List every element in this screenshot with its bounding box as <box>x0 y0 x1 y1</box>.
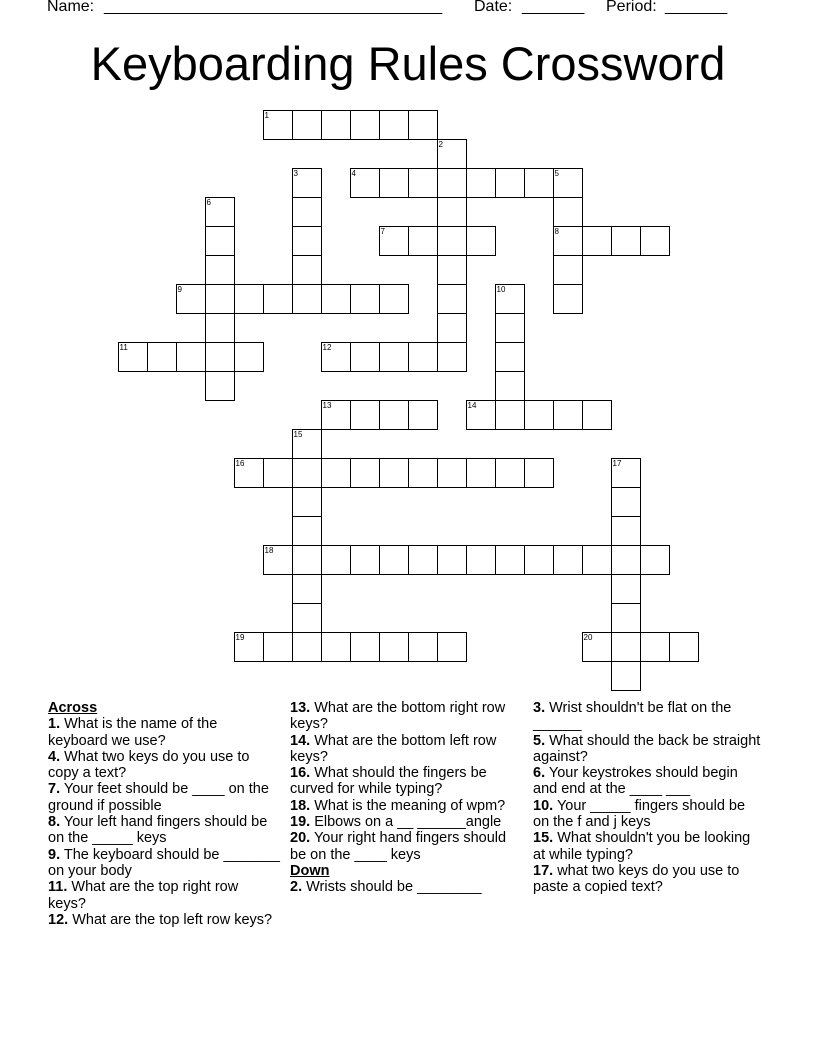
crossword-cell[interactable] <box>176 342 206 372</box>
crossword-cell[interactable] <box>553 284 583 314</box>
crossword-cell[interactable] <box>495 284 525 314</box>
clue-number-12: 12 <box>322 343 332 352</box>
crossword-cell[interactable] <box>292 429 322 459</box>
student-info-header <box>0 0 816 20</box>
crossword-cell[interactable] <box>379 400 409 430</box>
clue-across-19: 19. Elbows on a __ ______angle <box>290 814 502 831</box>
crossword-cell[interactable] <box>611 574 641 604</box>
crossword-cell[interactable] <box>350 284 380 314</box>
crossword-cell[interactable] <box>408 226 438 256</box>
clue-down-17: 17. what two keys do you use to paste a copied text? <box>533 862 740 896</box>
crossword-cell[interactable] <box>524 458 554 488</box>
crossword-cell[interactable] <box>408 400 438 430</box>
crossword-cell[interactable] <box>321 458 351 488</box>
crossword-cell[interactable] <box>611 516 641 546</box>
crossword-cell[interactable] <box>611 661 641 691</box>
crossword-cell[interactable] <box>495 371 525 401</box>
crossword-cell[interactable] <box>292 603 322 633</box>
crossword-cell[interactable] <box>408 342 438 372</box>
crossword-cell[interactable] <box>495 458 525 488</box>
crossword-cell[interactable] <box>495 545 525 575</box>
crossword-cell[interactable] <box>263 632 293 662</box>
clue-number-20: 20 <box>583 633 593 642</box>
date-label: Date: <box>474 0 513 15</box>
crossword-cell[interactable] <box>205 197 235 227</box>
crossword-cell[interactable] <box>118 342 148 372</box>
clue-number-15: 15 <box>293 430 303 439</box>
crossword-cell[interactable] <box>379 226 409 256</box>
crossword-cell[interactable] <box>292 487 322 517</box>
crossword-cell[interactable] <box>437 139 467 169</box>
clues-column-2 <box>290 700 522 896</box>
down-heading: Down <box>290 862 330 879</box>
crossword-cell[interactable] <box>205 255 235 285</box>
across-heading: Across <box>48 700 98 716</box>
crossword-cell[interactable] <box>582 545 612 575</box>
crossword-cell[interactable] <box>292 632 322 662</box>
clue-across-18: 18. What is the meaning of wpm? <box>290 797 506 814</box>
crossword-cell[interactable] <box>669 632 699 662</box>
clue-down-3: 3. Wrist shouldn't be flat on the ______ <box>533 700 732 733</box>
crossword-cell[interactable] <box>524 545 554 575</box>
crossword-cell[interactable] <box>234 632 264 662</box>
crossword-cell[interactable] <box>611 226 641 256</box>
crossword-cell[interactable] <box>524 168 554 198</box>
clue-down-2: 2. Wrists should be ________ <box>290 879 482 896</box>
crossword-cell[interactable] <box>379 545 409 575</box>
date-blank[interactable]: _______ <box>522 0 585 15</box>
crossword-cell[interactable] <box>466 545 496 575</box>
crossword-cell[interactable] <box>379 632 409 662</box>
clue-number-9: 9 <box>177 285 182 294</box>
crossword-cell[interactable] <box>437 255 467 285</box>
crossword-cell[interactable] <box>147 342 177 372</box>
crossword-cell[interactable] <box>408 632 438 662</box>
crossword-cell[interactable] <box>350 458 380 488</box>
crossword-cell[interactable] <box>292 516 322 546</box>
crossword-cell[interactable] <box>611 487 641 517</box>
crossword-cell[interactable] <box>379 458 409 488</box>
clue-across-13: 13. What are the bottom right row keys? <box>290 700 506 733</box>
crossword-cell[interactable] <box>379 168 409 198</box>
clue-down-5: 5. What should the back be straight against? <box>533 732 761 765</box>
crossword-cell[interactable] <box>321 400 351 430</box>
clue-number-13: 13 <box>322 401 332 410</box>
crossword-cell[interactable] <box>437 226 467 256</box>
name-label: Name: <box>47 0 95 15</box>
crossword-cell[interactable] <box>292 226 322 256</box>
crossword-cell[interactable] <box>408 110 438 140</box>
clue-across-8: 8. Your left hand fingers should be on the _____ keys <box>48 814 268 847</box>
crossword-cell[interactable] <box>437 342 467 372</box>
crossword-cell[interactable] <box>350 400 380 430</box>
name-blank[interactable]: ______________________________________ <box>104 0 443 15</box>
clue-number-1: 1 <box>264 111 269 120</box>
crossword-cell[interactable] <box>611 545 641 575</box>
clue-number-17: 17 <box>612 459 622 468</box>
crossword-cell[interactable] <box>205 371 235 401</box>
crossword-cell[interactable] <box>234 284 264 314</box>
crossword-cell[interactable] <box>582 400 612 430</box>
crossword-cell[interactable] <box>553 226 583 256</box>
crossword-cell[interactable] <box>234 342 264 372</box>
page-title: Keyboarding Rules Crossword <box>90 37 726 90</box>
clue-number-16: 16 <box>235 459 245 468</box>
period-label: Period: <box>606 0 657 15</box>
period-blank[interactable]: _______ <box>665 0 728 15</box>
crossword-cell[interactable] <box>466 226 496 256</box>
crossword-cell[interactable] <box>292 168 322 198</box>
crossword-cell[interactable] <box>321 342 351 372</box>
crossword-cell[interactable] <box>553 197 583 227</box>
clue-number-6: 6 <box>206 198 211 207</box>
clue-across-1: 1. What is the name of the keyboard we use? <box>48 716 218 749</box>
crossword-cell[interactable] <box>640 545 670 575</box>
clue-number-5: 5 <box>554 169 559 178</box>
crossword-cell[interactable] <box>205 313 235 343</box>
crossword-cell[interactable] <box>437 545 467 575</box>
crossword-cell[interactable] <box>640 226 670 256</box>
crossword-cell[interactable] <box>640 632 670 662</box>
crossword-cell[interactable] <box>553 255 583 285</box>
crossword-cell[interactable] <box>205 284 235 314</box>
clue-across-7: 7. Your feet should be ____ on the ground if possible <box>48 781 269 814</box>
crossword-cell[interactable] <box>292 574 322 604</box>
clue-down-15: 15. What shouldn't you be looking at while typing? <box>533 830 751 863</box>
crossword-cell[interactable] <box>350 110 380 140</box>
crossword-cell[interactable] <box>321 110 351 140</box>
clue-across-16: 16. What should the fingers be curved for while typing? <box>290 765 487 798</box>
clue-across-12: 12. What are the top left row keys? <box>48 911 273 928</box>
crossword-cell[interactable] <box>553 400 583 430</box>
clues-column-1 <box>48 700 280 928</box>
crossword-cell[interactable] <box>379 284 409 314</box>
clue-across-11: 11. What are the top right row keys? <box>48 879 239 912</box>
crossword-cell[interactable] <box>350 342 380 372</box>
crossword-cell[interactable] <box>263 545 293 575</box>
clue-number-10: 10 <box>496 285 506 294</box>
crossword-cell[interactable] <box>321 545 351 575</box>
crossword-cell[interactable] <box>582 632 612 662</box>
crossword-cell[interactable] <box>176 284 206 314</box>
crossword-cell[interactable] <box>292 284 322 314</box>
crossword-cell[interactable] <box>321 632 351 662</box>
crossword-cell[interactable] <box>292 197 322 227</box>
crossword-cell[interactable] <box>437 284 467 314</box>
crossword-cell[interactable] <box>205 342 235 372</box>
crossword-cell[interactable] <box>321 284 351 314</box>
clue-number-11: 11 <box>119 343 128 352</box>
clue-number-4: 4 <box>351 169 356 178</box>
crossword-cell[interactable] <box>611 603 641 633</box>
clue-across-4: 4. What two keys do you use to copy a text? <box>48 748 250 782</box>
crossword-cell[interactable] <box>437 168 467 198</box>
clue-number-7: 7 <box>380 227 385 236</box>
crossword-cell[interactable] <box>466 458 496 488</box>
crossword-cell[interactable] <box>263 284 293 314</box>
across-clues-part-1 <box>48 716 280 928</box>
clue-number-14: 14 <box>467 401 477 410</box>
crossword-cell[interactable] <box>611 632 641 662</box>
clue-across-9: 9. The keyboard should be _______ on your body <box>48 846 280 879</box>
crossword-cell[interactable] <box>466 400 496 430</box>
crossword-cell[interactable] <box>437 313 467 343</box>
crossword-cell[interactable] <box>292 545 322 575</box>
crossword-cell[interactable] <box>292 110 322 140</box>
clue-down-6: 6. Your keystrokes should begin and end at the ____ ___ <box>533 765 738 798</box>
crossword-cell[interactable] <box>350 168 380 198</box>
crossword-cell[interactable] <box>234 458 264 488</box>
crossword-cell[interactable] <box>350 545 380 575</box>
clue-number-3: 3 <box>293 169 298 178</box>
crossword-cell[interactable] <box>263 458 293 488</box>
crossword-cell[interactable] <box>408 545 438 575</box>
crossword-cell[interactable] <box>408 168 438 198</box>
clue-down-10: 10. Your _____ fingers should be on the f and j keys <box>533 797 746 831</box>
clue-number-18: 18 <box>264 546 274 555</box>
crossword-cell[interactable] <box>553 545 583 575</box>
crossword-cell[interactable] <box>437 632 467 662</box>
crossword-cell[interactable] <box>292 458 322 488</box>
clue-number-2: 2 <box>438 140 443 149</box>
clue-across-14: 14. What are the bottom left row keys? <box>290 732 497 765</box>
crossword-cell[interactable] <box>495 168 525 198</box>
crossword-cell[interactable] <box>437 197 467 227</box>
crossword-cell[interactable] <box>408 458 438 488</box>
clue-number-8: 8 <box>554 227 559 236</box>
crossword-cell[interactable] <box>524 400 554 430</box>
crossword-cell[interactable] <box>263 110 293 140</box>
crossword-cell[interactable] <box>292 255 322 285</box>
crossword-cell[interactable] <box>379 110 409 140</box>
crossword-cell[interactable] <box>205 226 235 256</box>
clue-across-20: 20. Your right hand fingers should be on the ____ keys <box>290 830 507 863</box>
clue-number-19: 19 <box>235 633 245 642</box>
crossword-cell[interactable] <box>495 400 525 430</box>
crossword-cell[interactable] <box>495 342 525 372</box>
crossword-cell[interactable] <box>437 458 467 488</box>
crossword-cell[interactable] <box>466 168 496 198</box>
crossword-cell[interactable] <box>611 458 641 488</box>
crossword-cell[interactable] <box>582 226 612 256</box>
crossword-cell[interactable] <box>495 313 525 343</box>
crossword-cell[interactable] <box>350 632 380 662</box>
crossword-cell[interactable] <box>379 342 409 372</box>
crossword-cell[interactable] <box>553 168 583 198</box>
clues-column-3 <box>533 700 765 896</box>
